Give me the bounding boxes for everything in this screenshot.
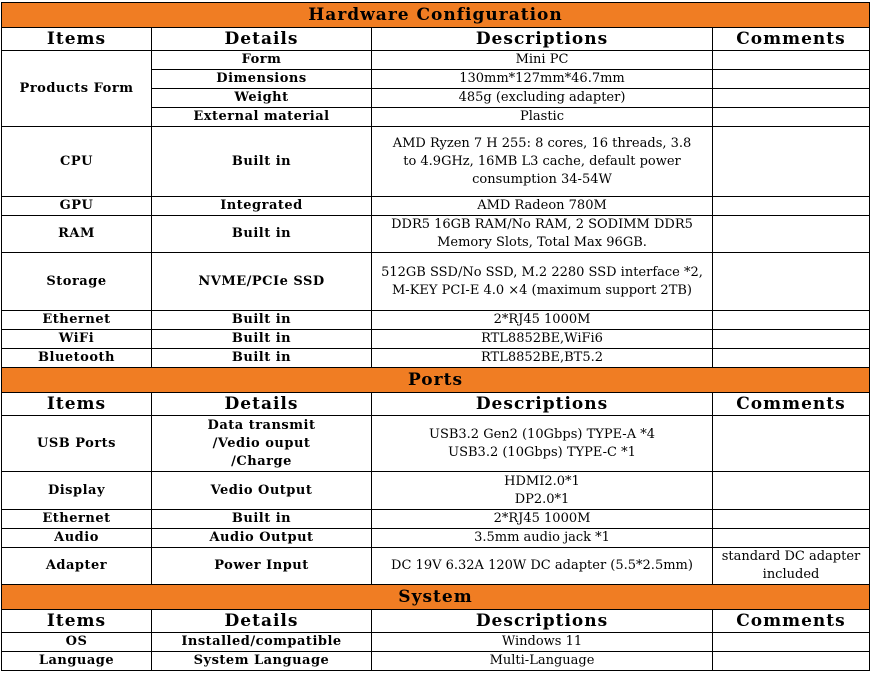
comment-cell	[713, 197, 870, 216]
desc-cell: RTL8852BE,WiFi6	[372, 330, 713, 349]
detail-line: Data transmit	[207, 417, 316, 433]
column-header-row	[2, 610, 870, 633]
detail-cell: Weight	[152, 89, 372, 108]
col-comments: Comments	[713, 28, 870, 51]
column-header-row	[2, 28, 870, 51]
comment-cell	[713, 216, 870, 253]
table-row	[2, 253, 870, 311]
table-row	[2, 216, 870, 253]
comment-cell	[713, 108, 870, 127]
detail-cell: Built in	[152, 216, 372, 253]
item-cell: Storage	[2, 253, 152, 311]
comment-cell	[713, 330, 870, 349]
section-title: Ports	[2, 368, 870, 393]
desc-line: DP2.0*1	[514, 491, 570, 507]
item-cell: Products Form	[2, 51, 152, 127]
comment-cell	[713, 510, 870, 529]
desc-cell: DDR5 16GB RAM/No RAM, 2 SODIMM DDR5 Memory Slots, Total Max 96GB.	[372, 216, 713, 253]
section-header-system	[2, 585, 870, 610]
table-row	[2, 197, 870, 216]
detail-cell: Built in	[152, 311, 372, 330]
table-row	[2, 330, 870, 349]
comment-cell	[713, 416, 870, 472]
desc-cell: 2*RJ45 1000M	[372, 510, 713, 529]
detail-line: /Charge	[231, 453, 292, 469]
detail-cell: Dimensions	[152, 70, 372, 89]
desc-cell: 2*RJ45 1000M	[372, 311, 713, 330]
comment-cell	[713, 349, 870, 368]
item-cell: CPU	[2, 127, 152, 197]
col-comments: Comments	[713, 610, 870, 633]
item-cell: Language	[2, 652, 152, 671]
desc-cell: DC 19V 6.32A 120W DC adapter (5.5*2.5mm)	[372, 548, 713, 585]
item-cell: USB Ports	[2, 416, 152, 472]
detail-line: /Vedio ouput	[212, 435, 311, 451]
detail-cell: Built in	[152, 510, 372, 529]
desc-cell: Plastic	[372, 108, 713, 127]
col-comments: Comments	[713, 393, 870, 416]
col-items: Items	[2, 393, 152, 416]
desc-cell: 485g (excluding adapter)	[372, 89, 713, 108]
detail-cell: Built in	[152, 127, 372, 197]
comment-cell	[713, 472, 870, 510]
col-details: Details	[152, 610, 372, 633]
detail-cell: NVME/PCIe SSD	[152, 253, 372, 311]
desc-cell	[372, 416, 713, 472]
col-details: Details	[152, 393, 372, 416]
table-row	[2, 51, 870, 70]
table-row	[2, 416, 870, 472]
item-cell: Ethernet	[2, 510, 152, 529]
comment-cell	[713, 70, 870, 89]
desc-line: HDMI2.0*1	[504, 473, 580, 489]
detail-cell: Audio Output	[152, 529, 372, 548]
table-row	[2, 548, 870, 585]
table-row	[2, 529, 870, 548]
item-cell: Ethernet	[2, 311, 152, 330]
section-header-hardware	[2, 3, 870, 28]
comment-cell	[713, 311, 870, 330]
desc-cell: AMD Radeon 780M	[372, 197, 713, 216]
comment-cell	[713, 253, 870, 311]
desc-cell: 130mm*127mm*46.7mm	[372, 70, 713, 89]
col-items: Items	[2, 610, 152, 633]
desc-cell: 512GB SSD/No SSD, M.2 2280 SSD interface *2, M-KEY PCI-E 4.0 ×4 (maximum support 2TB)	[372, 253, 713, 311]
table-row	[2, 127, 870, 197]
comment-cell	[713, 652, 870, 671]
comment-cell	[713, 51, 870, 70]
item-cell: Adapter	[2, 548, 152, 585]
table-row	[2, 472, 870, 510]
detail-cell: Integrated	[152, 197, 372, 216]
comment-cell	[713, 529, 870, 548]
table-row	[2, 652, 870, 671]
item-cell: OS	[2, 633, 152, 652]
item-cell: Bluetooth	[2, 349, 152, 368]
desc-line: USB3.2 (10Gbps) TYPE-C *1	[448, 444, 636, 460]
desc-cell: Multi-Language	[372, 652, 713, 671]
detail-cell	[152, 416, 372, 472]
column-header-row	[2, 393, 870, 416]
col-descriptions: Descriptions	[372, 28, 713, 51]
table-row	[2, 510, 870, 529]
item-cell: Display	[2, 472, 152, 510]
desc-cell: RTL8852BE,BT5.2	[372, 349, 713, 368]
section-title: System	[2, 585, 870, 610]
item-cell: GPU	[2, 197, 152, 216]
desc-cell: Mini PC	[372, 51, 713, 70]
detail-cell: Vedio Output	[152, 472, 372, 510]
col-details: Details	[152, 28, 372, 51]
desc-cell: Windows 11	[372, 633, 713, 652]
hardware-spec-table	[1, 2, 870, 671]
detail-cell: External material	[152, 108, 372, 127]
table-row	[2, 349, 870, 368]
col-descriptions: Descriptions	[372, 393, 713, 416]
comment-cell: standard DC adapter included	[713, 548, 870, 585]
item-cell: Audio	[2, 529, 152, 548]
table-row	[2, 311, 870, 330]
comment-cell	[713, 127, 870, 197]
desc-cell: AMD Ryzen 7 H 255: 8 cores, 16 threads, 3.8 to 4.9GHz, 16MB L3 cache, default power consumption 34-54W	[372, 127, 713, 197]
comment-cell	[713, 633, 870, 652]
desc-cell	[372, 472, 713, 510]
item-cell: WiFi	[2, 330, 152, 349]
detail-cell: Power Input	[152, 548, 372, 585]
detail-cell: Built in	[152, 349, 372, 368]
detail-cell: Built in	[152, 330, 372, 349]
detail-cell: System Language	[152, 652, 372, 671]
col-items: Items	[2, 28, 152, 51]
detail-cell: Installed/compatible	[152, 633, 372, 652]
section-title: Hardware Configuration	[2, 3, 870, 28]
table-row	[2, 633, 870, 652]
item-cell: RAM	[2, 216, 152, 253]
detail-cell: Form	[152, 51, 372, 70]
desc-line: USB3.2 Gen2 (10Gbps) TYPE-A *4	[428, 426, 655, 442]
desc-cell: 3.5mm audio jack *1	[372, 529, 713, 548]
comment-cell	[713, 89, 870, 108]
col-descriptions: Descriptions	[372, 610, 713, 633]
section-header-ports	[2, 368, 870, 393]
